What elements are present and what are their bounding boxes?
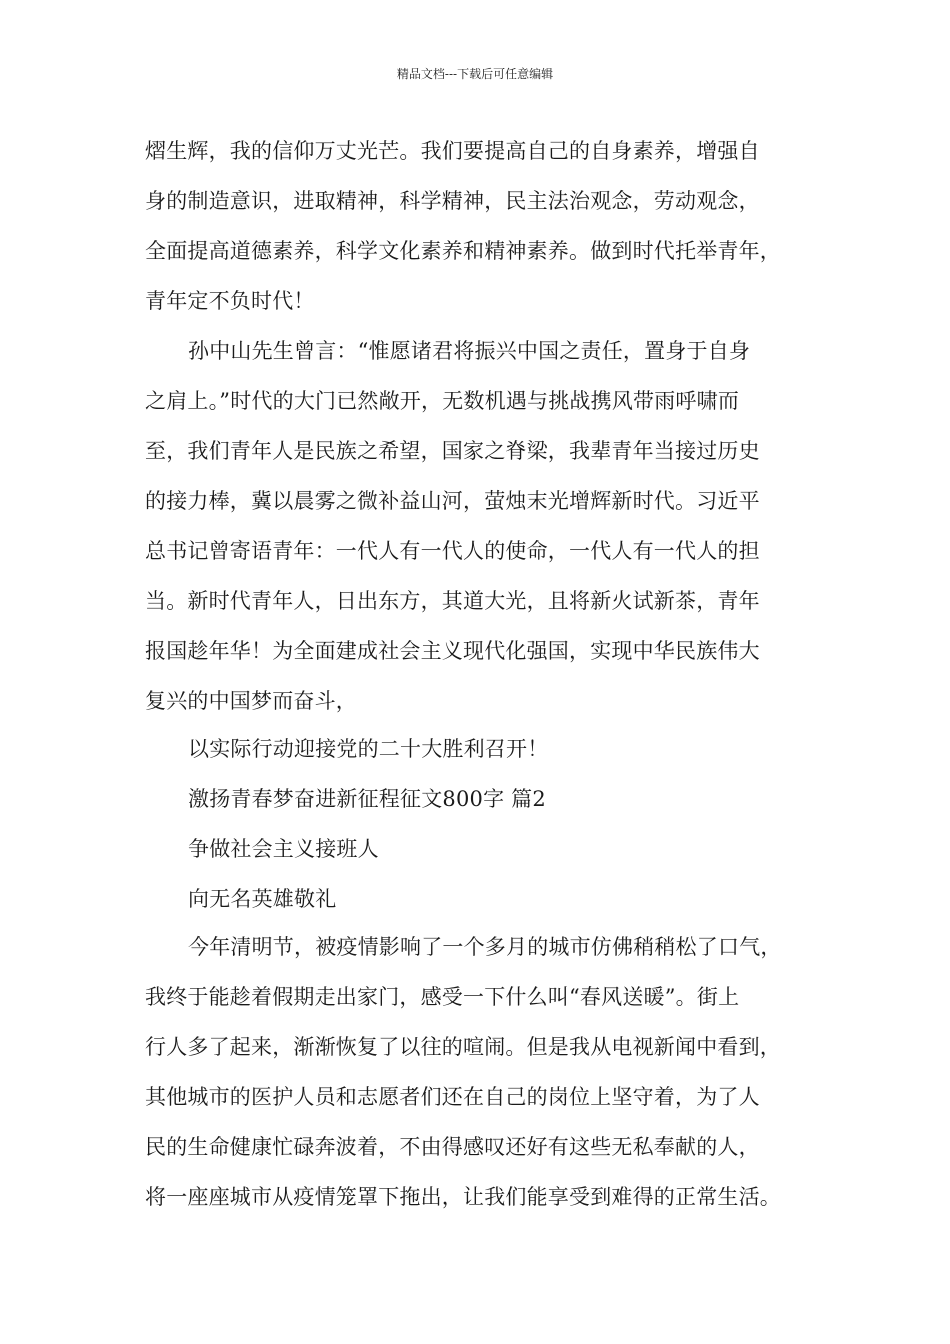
- paragraph-first-line: 孙中山先生曾言：“惟愿诸君将振兴中国之责任，置身于自身: [188, 339, 751, 363]
- page-header: 精品文档---下载后可任意编辑: [396, 67, 554, 81]
- body-line: 之肩上。”时代的大门已然敞开，无数机遇与挑战携风带雨呼啸而: [145, 389, 740, 413]
- paragraph-first-line: 以实际行动迎接党的二十大胜利召开！: [188, 737, 549, 761]
- body-line: 的接力棒，冀以晨雾之微补益山河，萤烛末光增辉新时代。习近平: [145, 489, 760, 513]
- body-line: 身的制造意识，进取精神，科学精神，民主法治观念，劳动观念，: [145, 189, 760, 213]
- body-line: 熠生辉，我的信仰万丈光芒。我们要提高自己的自身素养，增强自: [145, 139, 760, 163]
- body-line: 至，我们青年人是民族之希望，国家之脊梁，我辈青年当接过历史: [145, 439, 760, 463]
- body-line: 行人多了起来，渐渐恢复了以往的喧闹。但是我从电视新闻中看到，: [145, 1035, 781, 1059]
- body-line: 民的生命健康忙碌奔波着，不由得感叹还好有这些无私奉献的人，: [145, 1135, 760, 1159]
- body-line: 当。新时代青年人，日出东方，其道大光，且将新火试新茶，青年: [145, 589, 760, 613]
- body-line: 青年定不负时代！: [145, 289, 315, 313]
- section-subtitle: 争做社会主义接班人: [188, 837, 379, 861]
- body-line: 总书记曾寄语青年：一代人有一代人的使命，一代人有一代人的担: [145, 539, 760, 563]
- paragraph-first-line: 今年清明节，被疫情影响了一个多月的城市仿佛稍稍松了口气，: [188, 935, 782, 959]
- section-title: 激扬青春梦奋进新征程征文800字 篇2: [188, 787, 546, 811]
- section-subtitle: 向无名英雄敬礼: [188, 887, 337, 911]
- body-line: 我终于能趁着假期走出家门，感受一下什么叫“春风送暖”。街上: [145, 985, 740, 1009]
- body-line: 将一座座城市从疫情笼罩下拖出，让我们能享受到难得的正常生活。: [145, 1185, 781, 1209]
- body-line: 其他城市的医护人员和志愿者们还在自己的岗位上坚守着，为了人: [145, 1085, 760, 1109]
- body-line: 全面提高道德素养，科学文化素养和精神素养。做到时代托举青年，: [145, 239, 781, 263]
- body-line: 报国趁年华！为全面建成社会主义现代化强国，实现中华民族伟大: [145, 639, 760, 663]
- body-line: 复兴的中国梦而奋斗，: [145, 689, 357, 713]
